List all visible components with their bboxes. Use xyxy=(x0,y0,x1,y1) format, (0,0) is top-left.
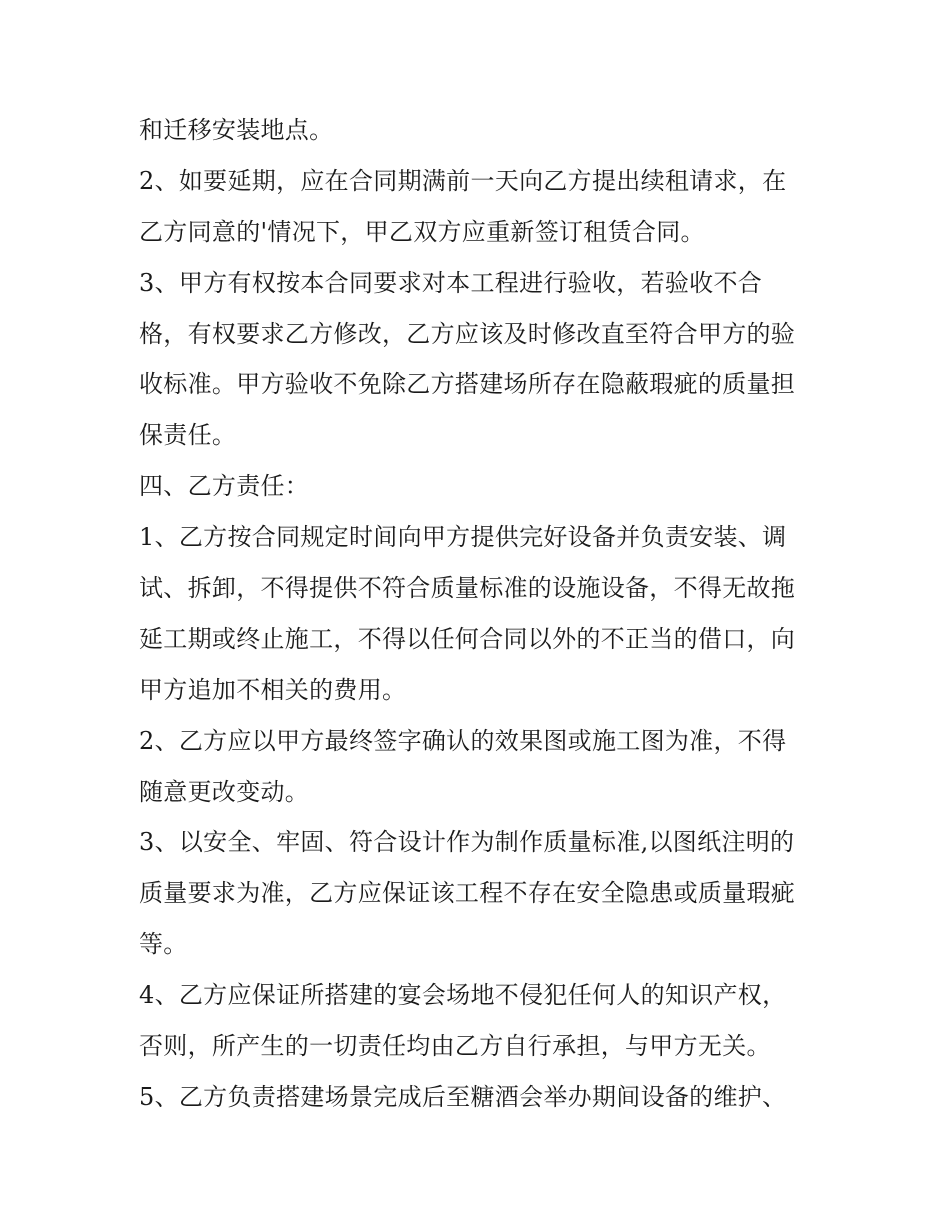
text-line: 保责任。 xyxy=(139,421,237,450)
text-line: 4、乙方应保证所搭建的宴会场地不侵犯任何人的知识产权， xyxy=(139,981,787,1010)
text-line: 2、乙方应以甲方最终签字确认的效果图或施工图为准，不得 xyxy=(139,726,787,755)
text-line: 和迁移安装地点。 xyxy=(139,116,334,144)
text-line: 3、甲方有权按本合同要求对本工程进行验收，若验收不合 xyxy=(139,268,763,297)
text-line: 质量要求为准，乙方应保证该工程不存在安全隐患或质量瑕疵 xyxy=(139,879,796,908)
text-line: 5、乙方负责搭建场景完成后至糖酒会举办期间设备的维护、 xyxy=(139,1082,787,1111)
section-heading: 四、乙方责任： xyxy=(139,472,310,501)
text-line: 收标准。甲方验收不免除乙方搭建场所存在隐蔽瑕疵的质量担 xyxy=(139,370,796,399)
text-line: 乙方同意的'情况下，甲乙双方应重新签订租赁合同。 xyxy=(139,217,705,246)
text-line: 试、拆卸，不得提供不符合质量标准的设施设备，不得无故拖 xyxy=(139,574,796,603)
text-line: 格，有权要求乙方修改，乙方应该及时修改直至符合甲方的验 xyxy=(139,319,796,348)
text-line: 甲方追加不相关的费用。 xyxy=(139,675,407,704)
text-line: 否则，所产生的一切责任均由乙方自行承担，与甲方无关。 xyxy=(139,1032,771,1061)
text-line: 3、以安全、牢固、符合设计作为制作质量标准,以图纸注明的 xyxy=(139,828,795,857)
text-line: 2、如要延期，应在合同期满前一天向乙方提出续租请求，在 xyxy=(139,166,787,195)
text-line: 延工期或终止施工，不得以任何合同以外的不正当的借口，向 xyxy=(139,624,796,653)
text-line: 1、乙方按合同规定时间向甲方提供完好设备并负责安装、调 xyxy=(139,523,787,552)
document-body xyxy=(139,105,819,1123)
text-line: 等。 xyxy=(139,930,188,959)
text-line: 随意更改变动。 xyxy=(139,777,310,806)
